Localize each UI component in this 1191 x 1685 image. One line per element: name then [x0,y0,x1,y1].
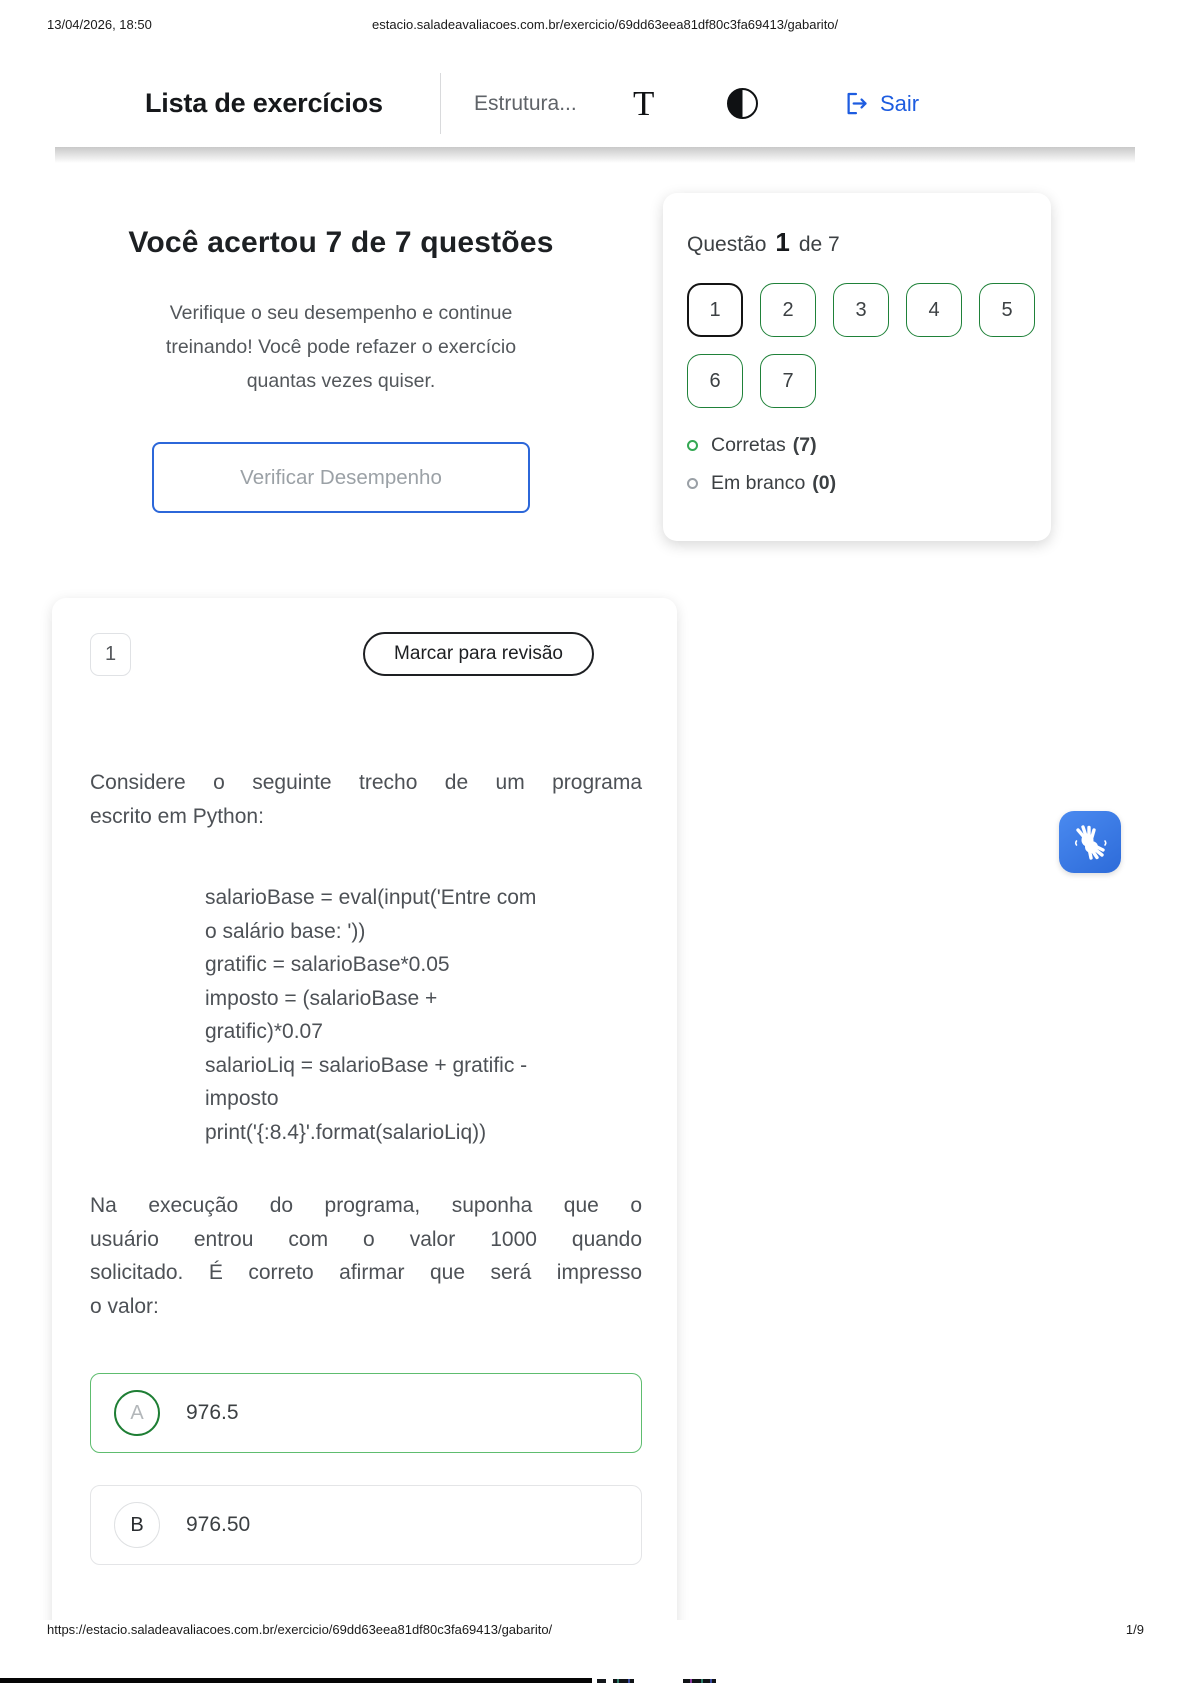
print-page-indicator: 1/9 [1125,1622,1144,1637]
contrast-toggle-icon[interactable] [727,88,758,119]
question-counter-prefix: Questão [687,233,767,256]
question-card-clip [36,582,706,1620]
question-nav-button-3[interactable]: 3 [833,283,889,337]
header-shadow [55,147,1135,166]
legend-blank-row [687,472,1029,495]
sign-language-accessibility-button[interactable] [1059,811,1121,873]
option-a-text: 976.5 [186,1401,239,1424]
legend-correct-label: Corretas [711,434,786,456]
code-line: gratific)*0.07 [205,1020,323,1043]
question-nav-button-1[interactable]: 1 [687,283,743,337]
code-snippet [205,881,642,1149]
screen-edge-artifact [597,1679,606,1683]
result-message [85,296,597,398]
result-heading: Você acertou 7 de 7 questões [128,226,554,259]
header-divider [440,73,441,134]
mark-for-review-button[interactable]: Marcar para revisão [363,632,594,676]
code-line: imposto = (salarioBase + [205,986,438,1010]
question-number-grid [687,283,1037,408]
code-line: print('{:8.4}'.format(salarioLiq)) [205,1120,487,1144]
legend-correct-count: (7) [792,434,817,456]
result-panel [85,226,597,513]
result-message-line: Verifique o seu desempenho e continue [169,302,513,324]
question-nav-button-6[interactable]: 6 [687,354,743,408]
results-legend [687,434,1029,495]
question-nav-button-2[interactable]: 2 [760,283,816,337]
question-nav-button-7[interactable]: 7 [760,354,816,408]
print-footer-url: https://estacio.saladeavaliacoes.com.br/exercicio/69dd63eea81df80c3fa69413/gabarito/ [47,1622,553,1637]
logout-icon [843,90,870,117]
screen-edge-artifact [0,1678,592,1683]
question-nav-button-5[interactable]: 5 [979,283,1035,337]
legend-blank-count: (0) [812,472,837,494]
screen-edge-artifact [683,1679,716,1683]
option-a-letter-badge: A [114,1390,160,1436]
question-body-line: o valor: [90,1294,159,1318]
question-number-badge: 1 [90,633,131,676]
answer-option-a[interactable] [90,1373,642,1453]
blank-status-icon [687,478,698,489]
question-body-line: solicitado. É correto afirmar que será impresso [90,1261,642,1284]
code-line: o salário base: ')) [205,919,366,943]
answer-options [90,1373,642,1565]
question-nav-button-4[interactable]: 4 [906,283,962,337]
question-body-line: Na execução do programa, suponha que o [90,1194,642,1217]
question-intro-line: Considere o seguinte trecho de um programa [90,771,642,794]
question-navigator-card [663,193,1051,541]
code-line: salarioLiq = salarioBase + gratific - [205,1053,528,1077]
question-body-line: usuário entrou com o valor 1000 quando [90,1227,642,1251]
screen-edge-artifact [613,1679,634,1683]
result-message-line: treinando! Você pode refazer o exercício [165,336,517,358]
print-datetime: 13/04/2026, 18:50 [47,17,152,32]
question-card [52,598,677,1620]
print-header-url: estacio.saladeavaliacoes.com.br/exercicio/69dd63eea81df80c3fa69413/gabarito/ [372,17,839,32]
question-intro [90,766,642,833]
libras-hands-icon [1069,821,1111,863]
app-header [55,60,1135,147]
logout-label: Sair [880,90,920,116]
correct-status-icon [687,440,698,451]
course-name: Estrutura... [474,91,577,115]
code-line: imposto [205,1087,279,1110]
question-intro-line: escrito em Python: [90,804,264,828]
verify-performance-button[interactable]: Verificar Desempenho [152,442,530,513]
question-counter-current: 1 [775,227,790,257]
page-title: Lista de exercícios [145,88,383,118]
logout-button[interactable] [843,60,919,147]
code-line: gratific = salarioBase*0.05 [205,953,450,976]
result-message-line: quantas vezes quiser. [246,370,436,392]
legend-correct-row [687,434,1029,457]
option-b-text: 976.50 [186,1513,251,1536]
question-counter [687,227,1029,258]
code-line: salarioBase = eval(input('Entre com [205,886,537,909]
answer-option-b[interactable] [90,1485,642,1565]
question-counter-suffix: de 7 [798,233,840,256]
font-size-icon[interactable]: T [633,83,655,123]
legend-blank-label: Em branco [711,472,806,494]
option-b-letter-badge: B [114,1502,160,1548]
question-body [90,1189,642,1323]
question-card-header [90,632,642,676]
